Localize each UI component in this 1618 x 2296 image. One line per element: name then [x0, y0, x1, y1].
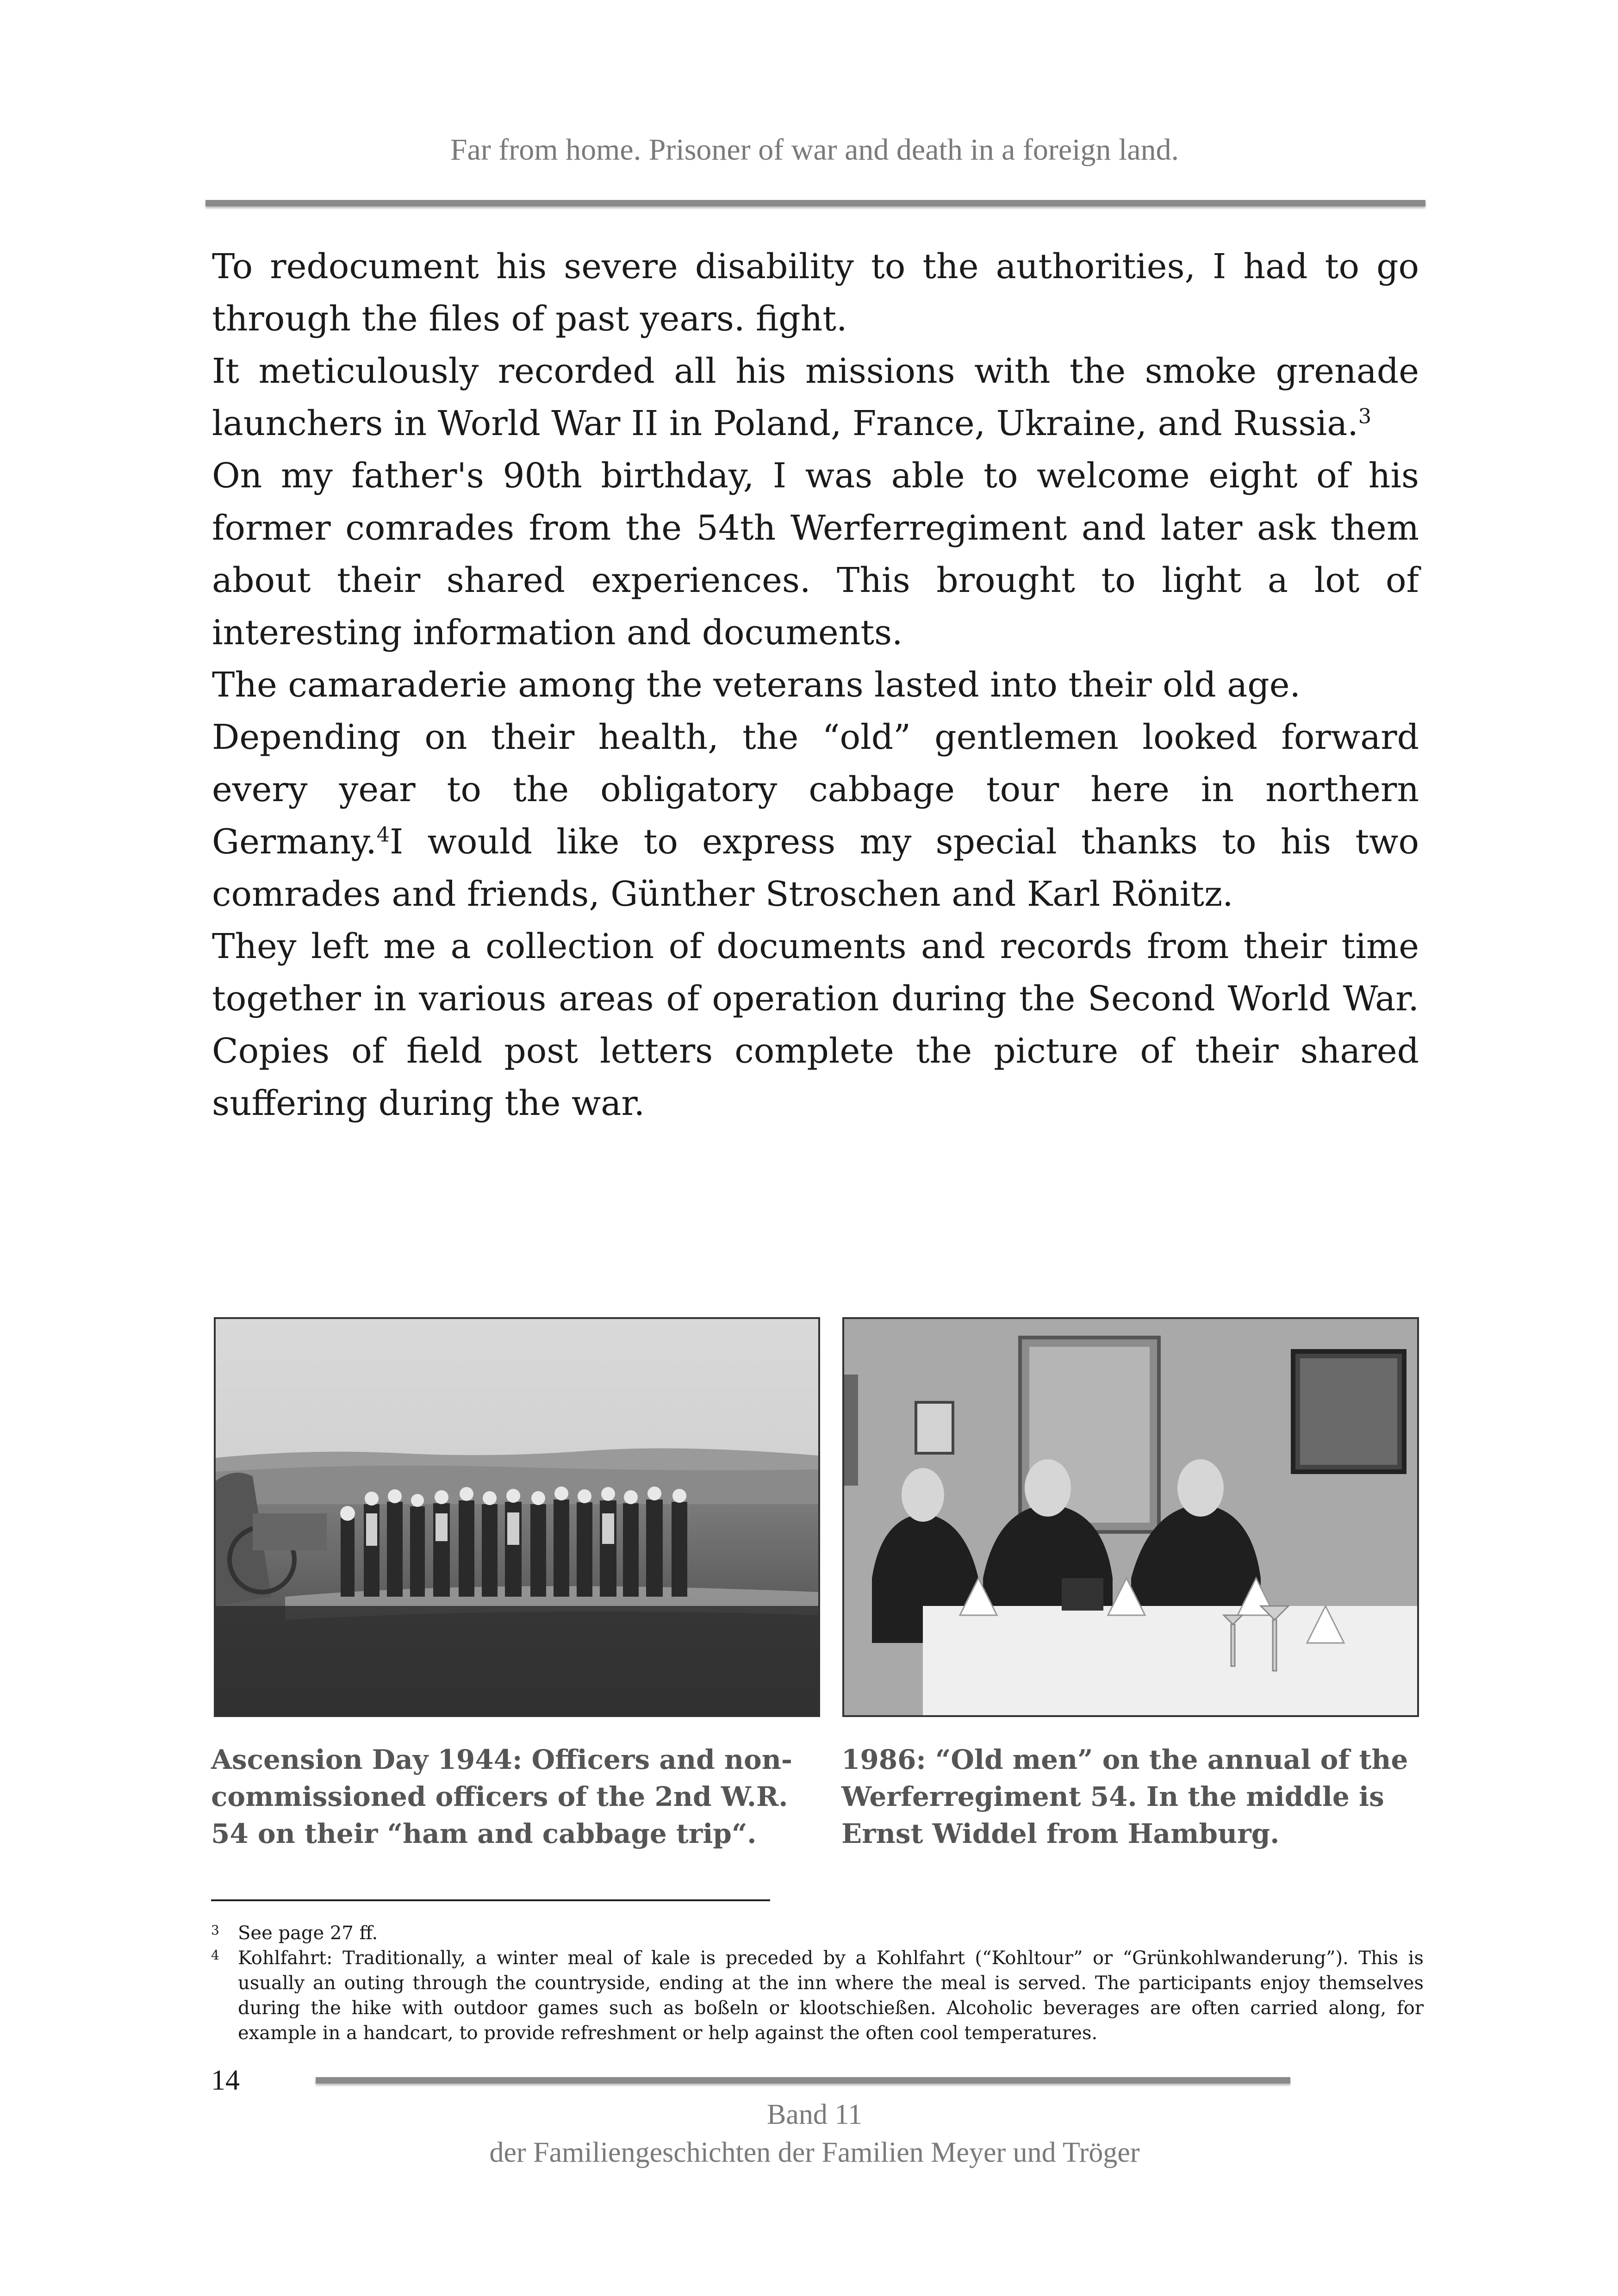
paragraph-text: The camaraderie among the veterans lasted into their old age.: [212, 665, 1301, 705]
paragraph: [212, 450, 1419, 659]
footnotes: [211, 1921, 1424, 2046]
paragraph: [212, 241, 1419, 345]
footer-series: der Familiengeschichten der Familien Meyer und Tröger: [489, 2137, 1140, 2168]
footnote-number: 3: [211, 1923, 219, 1938]
paragraph: [212, 921, 1419, 1130]
body-text: [212, 241, 1419, 1130]
paragraph-text: On my father's 90th birthday, I was able to welcome eight of his former comrades from the 54th Werferregiment and later ask them about their shared experiences. This brought to light a lot of interesting information and documents.: [212, 456, 1419, 653]
footnote: [211, 1946, 1424, 2046]
photo-old-men-table-image: [844, 1319, 1417, 1715]
paragraph-text: Depending on their health, the “old” gentlemen looked forward every year to the obligatory cabbage tour here in northern Germany.: [212, 717, 1419, 862]
photo-group-outdoors-image: [216, 1319, 818, 1715]
paragraph-text: To redocument his severe disability to the authorities, I had to go through the files of past years. fight.: [212, 247, 1419, 339]
paragraph-text: It meticulously recorded all his missions with the smoke grenade launchers in World War II in Poland, France, Ukraine, and Russia.: [212, 351, 1419, 443]
paragraph: [212, 711, 1419, 921]
paragraph: [212, 659, 1419, 711]
running-footer: [204, 2096, 1425, 2172]
footnote: [211, 1921, 1424, 1946]
paragraph-text: I would like to express my special thanks to his two comrades and friends, Günther Stroschen and Karl Rönitz.: [212, 822, 1419, 914]
footnote-ref[interactable]: 4: [376, 823, 390, 847]
photo-caption-left: Ascension Day 1944: Officers and non-commissioned officers of the 2nd W.R. 54 on their “ham and cabbage trip“.: [211, 1744, 792, 1849]
running-header: Far from home. Prisoner of war and death in a foreign land.: [450, 133, 1179, 167]
page-number: 14: [211, 2065, 240, 2096]
photo-caption-right: 1986: “Old men” on the annual of the Werferregiment 54. In the middle is Ernst Widdel from Hamburg.: [841, 1744, 1408, 1849]
footnote-ref[interactable]: 3: [1358, 404, 1372, 429]
header-rule: [205, 200, 1425, 206]
footnote-number: 4: [211, 1948, 219, 1963]
photo-group-outdoors: [214, 1317, 820, 1717]
footnote-text: See page 27 ff.: [238, 1923, 378, 1944]
footnote-rule: [211, 1899, 770, 1901]
footer-rule: [316, 2077, 1290, 2084]
footnote-text: Kohlfahrt: Traditionally, a winter meal of kale is preceded by a Kohlfahrt (“Kohltour” or “Grünkohlwanderung”). This is usually an outing through the countryside, ending at the inn where the meal is served. The participants enjoy themselves during the hike with outdoor games such as boßeln or klootschießen. Alcoholic beverages are often carried along, for example in a handcart, to provide refreshment or help against the often cool temperatures.: [238, 1948, 1424, 2044]
photo-old-men-table: [842, 1317, 1419, 1717]
paragraph: [212, 345, 1419, 450]
footer-volume: Band 11: [766, 2099, 863, 2130]
paragraph-text: They left me a collection of documents and records from their time together in various areas of operation during the Second World War. Copies of field post letters complete the picture of their shared suffering during the war.: [212, 927, 1419, 1123]
